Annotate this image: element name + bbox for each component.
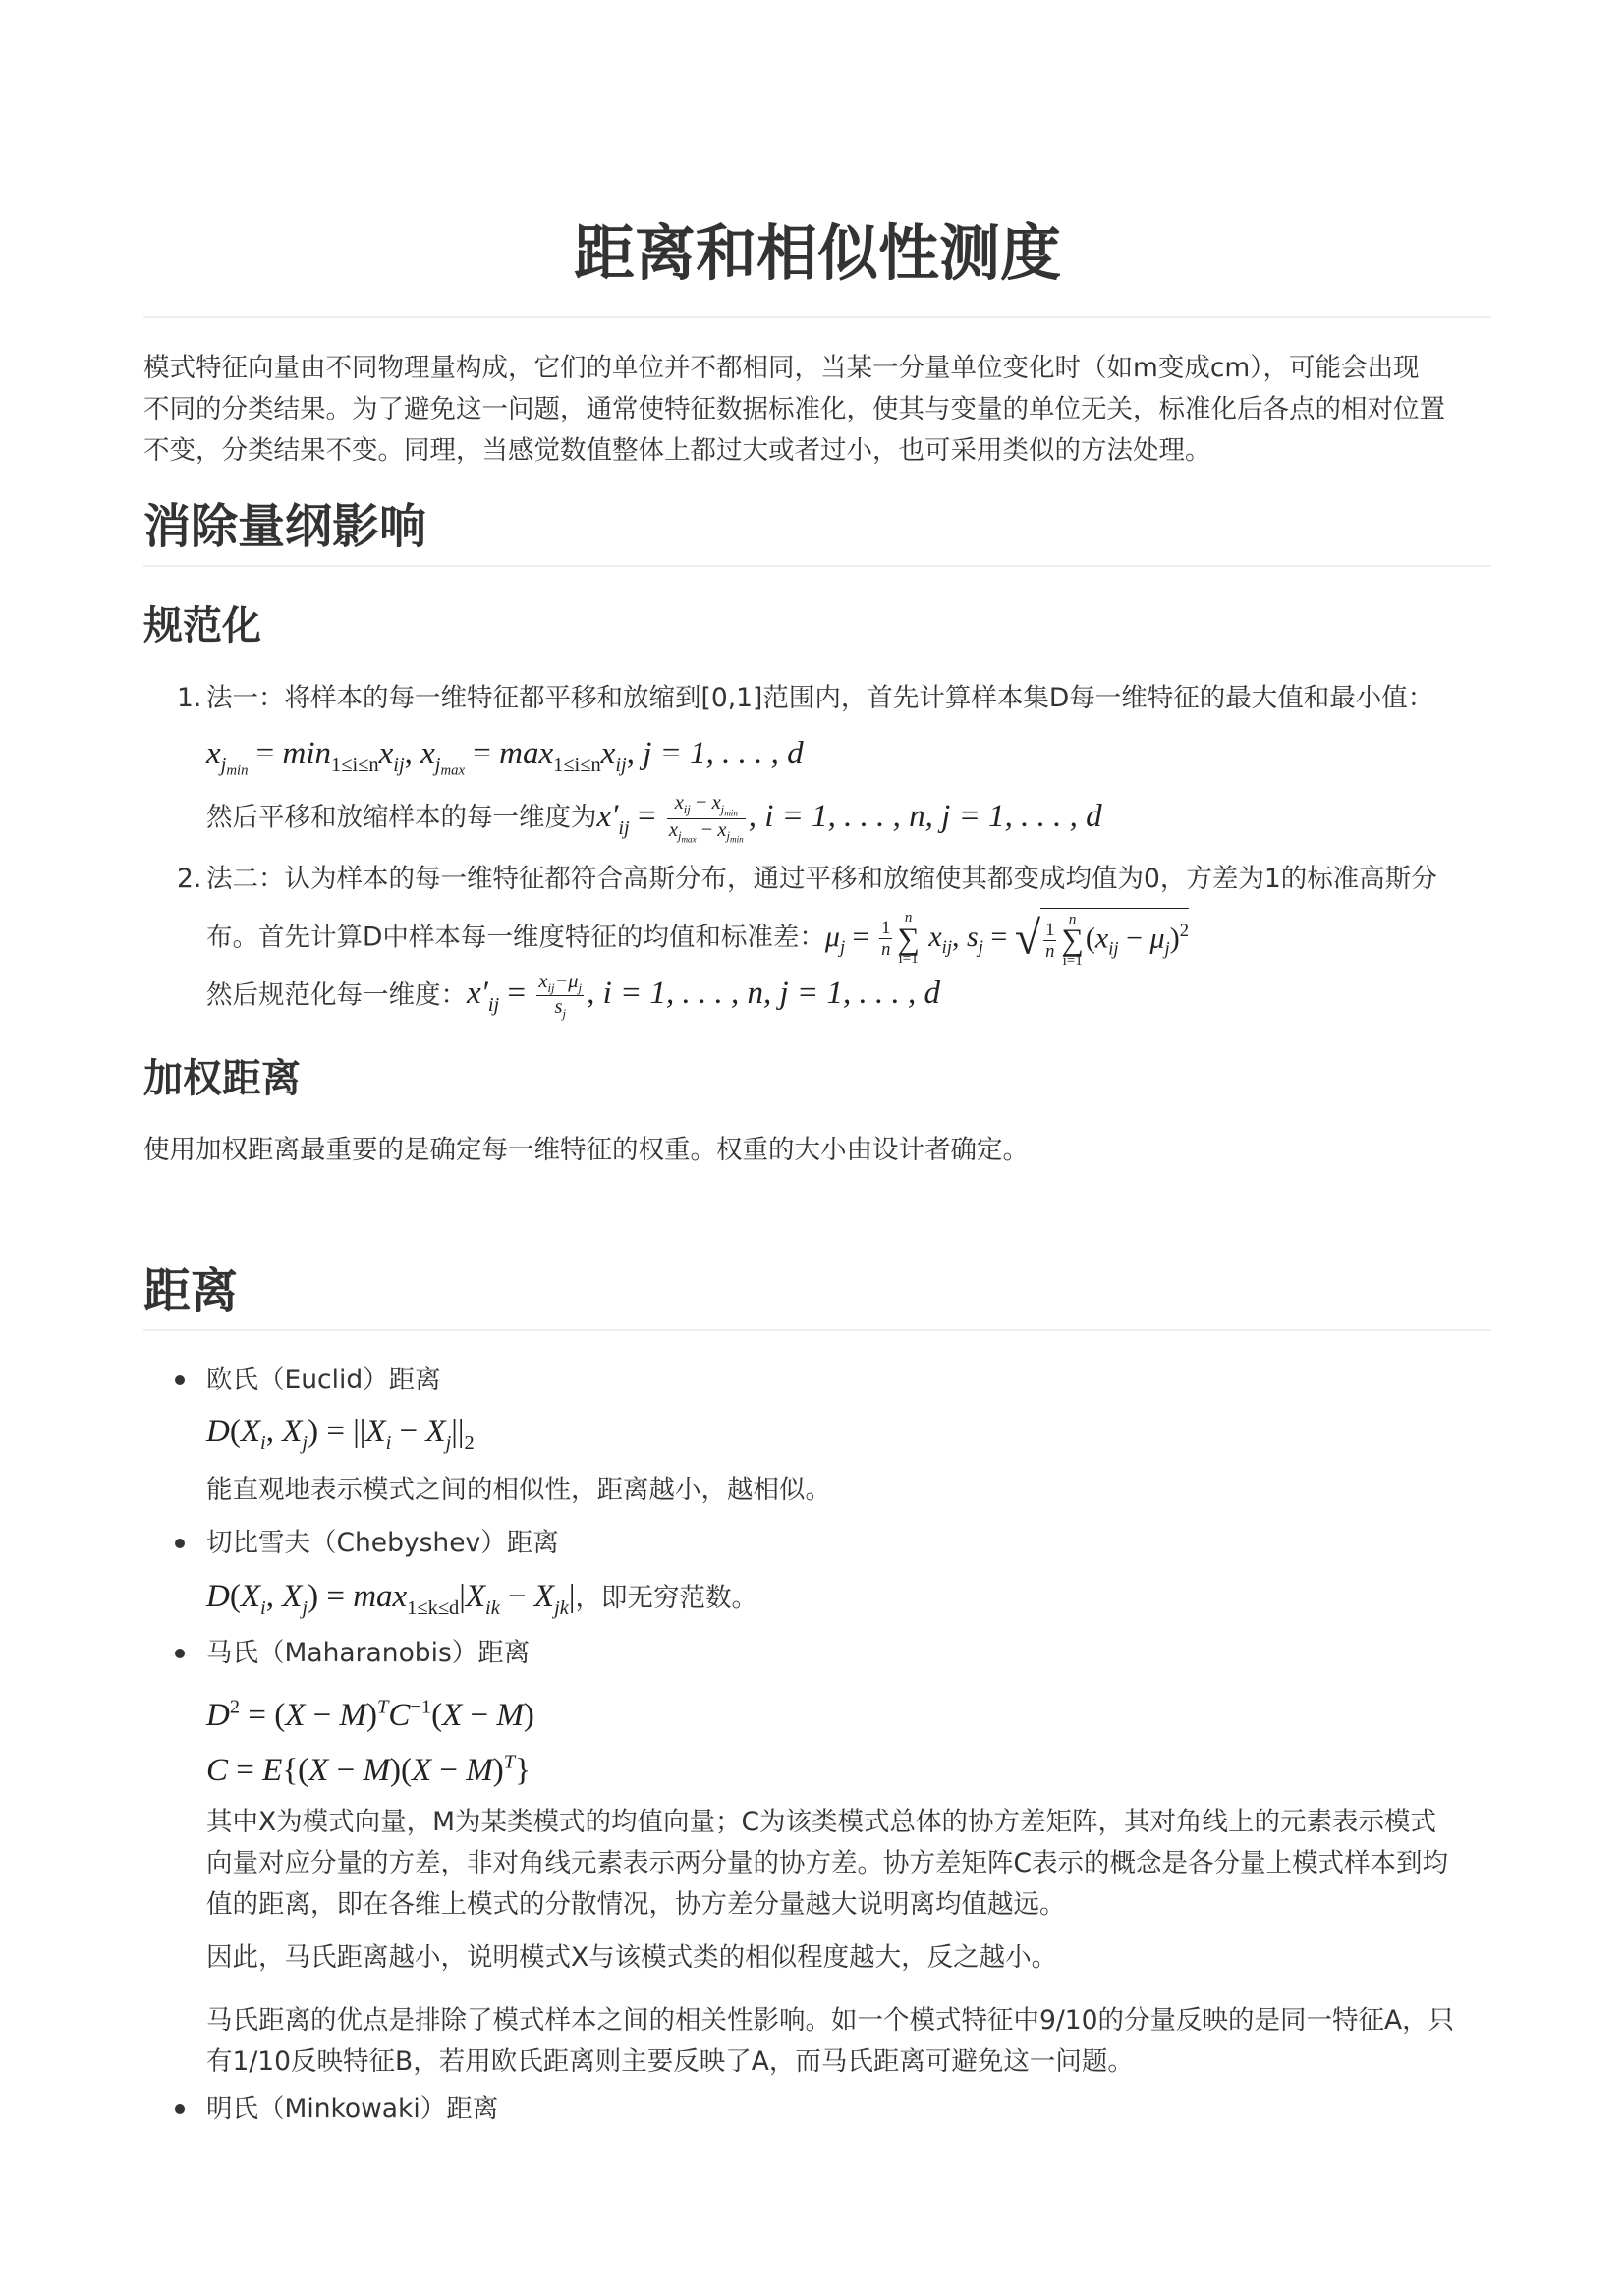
subsection-heading-weighted: 加权距离 [143,1056,301,1101]
weighted-paragraph: 使用加权距离最重要的是确定每一维特征的权重。权重的大小由设计者确定。 [143,1135,1029,1165]
section-heading-dimension: 消除量纲影响 [143,499,427,554]
list-item-method-1 [177,678,1434,719]
mahalanobis-paragraph-3 [206,2000,1491,2083]
formula-prefix-text: 然后平移和放缩样本的每一维度为 [206,802,597,833]
list-item-minkowski [206,2089,498,2130]
paragraph-line: 值的距离，即在各维上模式的分散情况，协方差分量越大说明离均值越远。 [206,1889,1066,1920]
paragraph-line: 马氏距离的优点是排除了模式样本之间的相关性影响。如一个模式特征中9/10的分量反映的是同一特征A，只 [206,2005,1455,2036]
formula-mahalanobis-2 [206,1741,531,1793]
title-divider [143,316,1491,318]
intro-line: 模式特征向量由不同物理量构成，它们的单位并不都相同，当某一分量单位变化时（如m变成cm），可能会出现 [143,353,1420,383]
formula-mean-std-line [206,908,1189,971]
math-formula: $x'_{ij}$ = $\frac{x_{ij}-\mu_j}{s_j}$ , i = 1, . . . , n, j = 1, . . . , d [467,971,940,1022]
formula-rescale-line [206,792,1102,848]
bullet-icon [175,2104,185,2114]
list-number: 2. [177,864,202,894]
list-item-label: 切比雪夫（Chebyshev）距离 [206,1528,559,1558]
formula-chebyshev [206,1576,757,1629]
section-heading-distance: 距离 [143,1263,239,1318]
math-formula: $D(X_i$, $X_j) = \max_{1\le k\le d}|X_{ik} - X_{jk}|$ [206,1579,576,1619]
list-item-text: 法一：将样本的每一维特征都平移和放缩到[0,1]范围内，首先计算样本集D每一维特征的最大值和最小值： [206,683,1434,713]
euclid-note: 能直观地表示模式之间的相似性，距离越小，越相似。 [206,1475,831,1505]
list-item-text: 法二：认为样本的每一维特征都符合高斯分布，通过平移和放缩使其都变成均值为0，方差为1的标准高斯分 [206,864,1437,894]
list-item-method-2 [177,859,1437,900]
paragraph-line: 有1/10反映特征B，若用欧氏距离则主要反映了A，而马氏距离可避免这一问题。 [206,2046,1134,2077]
list-item-label: 欧氏（Euclid）距离 [206,1365,441,1395]
math-formula: $x'_{ij}$ = $\frac{x_{ij} - x_{jmin}}{x_{jmax} - x_{jmin}}$ , i = 1, . . . , n, j = 1, . . . , d [596,792,1102,845]
list-item-euclid [206,1360,441,1401]
formula-mahalanobis-1 [206,1686,534,1738]
intro-line: 不同的分类结果。为了避免这一问题，通常使特征数据标准化，使其与变量的单位无关，标准化后各点的相对位置 [143,394,1445,424]
mahalanobis-paragraph-2: 因此，马氏距离越小，说明模式X与该模式类的相似程度越大，反之越小。 [206,1942,1058,1973]
paragraph-line: 其中X为模式向量，M为某类模式的均值向量；C为该类模式总体的协方差矩阵，其对角线上的元素表示模式 [206,1807,1437,1837]
section-divider [143,1329,1491,1331]
mahalanobis-paragraph-1 [206,1802,1491,1926]
bullet-icon [175,1649,185,1658]
math-formula: $\mu_j$ = $\frac{1}{n}$ n ∑ i=1 $x_{ij}$, $s_j$ = √ $\frac{1}{n}$ n ∑ i=1 $(x_{ij} - \mu_j)^2$ [825,921,1189,953]
list-item-label: 明氏（Minkowaki）距离 [206,2094,499,2124]
bullet-icon [175,1375,185,1385]
math-formula: $D^2 = (X - M)^TC^{-1}(X - M)$ [206,1696,534,1733]
list-number: 1. [177,683,202,713]
math-formula: $x_{jmin} = \min_{1\le i\le n}x_{ij}$, $x_{jmax} = \max_{1\le i\le n}x_{ij}$, j = 1, . . . , d [206,736,804,779]
subsection-heading-normalization: 规范化 [143,603,261,648]
list-item-mahalanobis [206,1633,530,1674]
paragraph-line: 向量对应分量的方差，非对角线元素表示两分量的协方差。协方差矩阵C表示的概念是各分量上模式样本到均 [206,1848,1449,1878]
page-title: 距离和相似性测度 [573,217,1061,289]
intro-paragraph [143,348,1491,472]
intro-line: 不变，分类结果不变。同理，当感觉数值整体上都过大或者过小，也可采用类似的方法处理。 [143,435,1211,466]
formula-prefix-text: 然后规范化每一维度： [206,980,467,1011]
formula-standardize-line [206,971,940,1026]
math-formula: $D(X_i$, $X_j) = ||X_i - X_j||_2$ [206,1414,475,1454]
formula-min-max [206,733,804,791]
bullet-icon [175,1539,185,1548]
formula-euclid [206,1411,475,1464]
list-item-label: 马氏（Maharanobis）距离 [206,1638,531,1668]
chebyshev-suffix: ，即无穷范数。 [575,1583,757,1613]
formula-prefix-text: 布。首先计算D中样本每一维度特征的均值和标准差： [206,922,825,953]
section-divider [143,565,1491,567]
list-item-chebyshev [206,1523,559,1564]
math-formula: $C = E\{(X - M)(X - M)^T\}$ [206,1751,531,1788]
